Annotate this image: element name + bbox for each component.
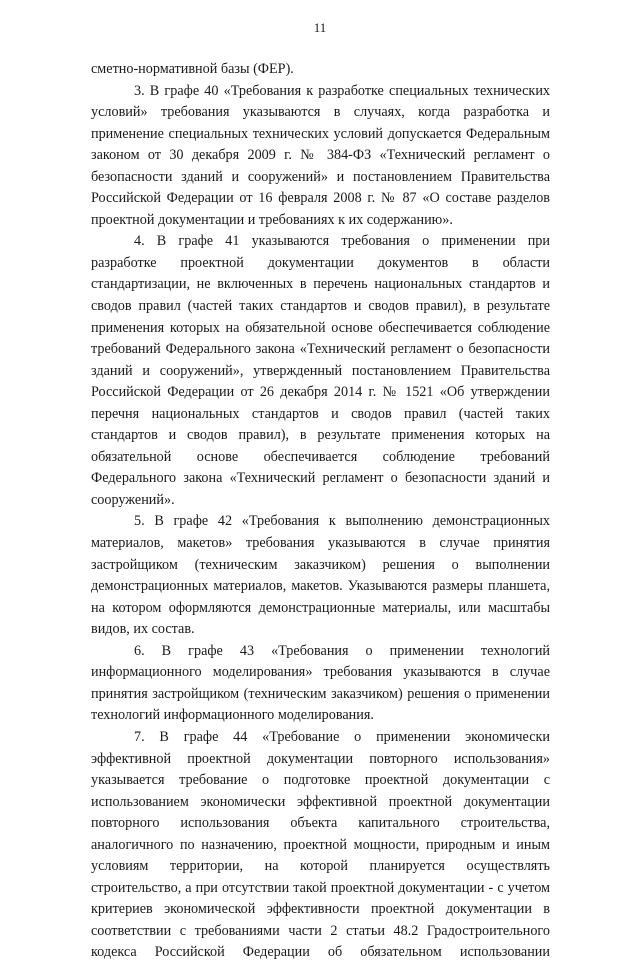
paragraph-item-4: 4. В графе 41 указываются требования о применении при разработке проектной документации документов в области стандартизации, не включенных в перечень национальных стандартов и сводов правил (частей таких стандартов и сводов правил), в результате применения которых на обязательной основе обеспечивается соблюдение требований Федерального закона «Технический регламент о безопасности зданий и сооружений», утвержденный постановлением Правительства Российской Федерации от 26 декабря 2014 г. № 1521 «Об утверждении перечня национальных стандартов и сводов правил (частей таких стандартов и сводов правил), в результате применения которых на обязательной основе обеспечивается соблюдение требований Федерального закона «Технический регламент о безопасности зданий и сооружений». [91, 233, 550, 508]
paragraph-item-6: 6. В графе 43 «Требования о применении технологий информационного моделирования» требования указываются в случае принятия застройщиком (техническим заказчиком) решения о применении технологий информационного моделирования. [91, 642, 550, 724]
paragraph-item-5: 5. В графе 42 «Требования к выполнению демонстрационных материалов, макетов» требования указываются в случае принятия застройщиком (техническим заказчиком) решения о выполнении демонстрационных материалов, макетов. Указываются размеры планшета, на котором оформляются демонстрационные материалы, или масштабы видов, их состав. [91, 513, 550, 638]
paragraph-item-7: 7. В графе 44 «Требование о применении экономически эффективной проектной документации повторного использования» указывается требование о подготовке проектной документации с использованием экономически эффективной проектной документации повторного использования объекта капитального строительства, аналогичного по назначению, проектной мощности, природным и иным условиям территории, на которой планируется осуществлять строительство, а при отсутствии такой проектной документации - с учетом критериев экономической эффективности проектной документации в соответствии с требованиями части 2 статьи 48.2 Градостроительного кодекса Российской Федерации об обязательном использовании [91, 728, 550, 961]
document-body [91, 59, 550, 964]
paragraph-item-3: 3. В графе 40 «Требования к разработке специальных технических условий» требования указываются в случаях, когда разработка и применение специальных технических условий допускается Федеральным законом от 30 декабря 2009 г. № 384-ФЗ «Технический регламент о безопасности зданий и сооружений» и постановлением Правительства Российской Федерации от 16 февраля 2008 г. № 87 «О составе разделов проектной документации и требованиях к их содержанию». [91, 82, 550, 228]
page-number: 11 [313, 20, 327, 35]
paragraph-continuation: сметно-нормативной базы (ФЕР). [91, 61, 294, 77]
